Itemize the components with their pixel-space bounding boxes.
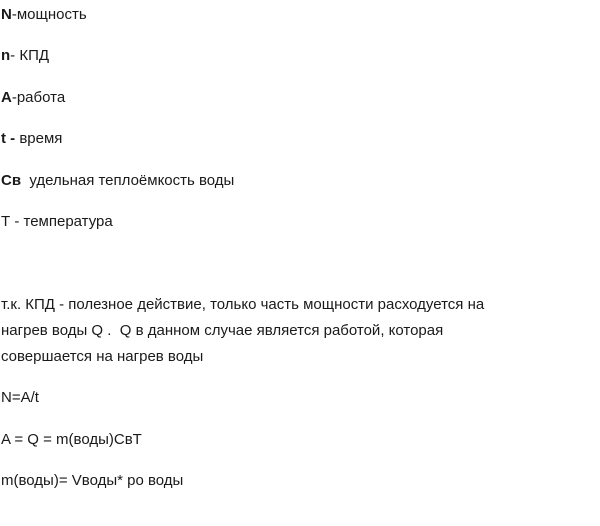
definition-term: t - [1, 130, 16, 147]
definition-desc: - КПД [10, 47, 50, 64]
formula-work: A = Q = m(воды)CвT [1, 431, 142, 448]
definition-term: A [1, 89, 12, 106]
definition-term: N [1, 6, 12, 23]
definition-desc: удельная теплоёмкость воды [21, 172, 235, 189]
definition-time [1, 129, 62, 149]
definition-temperature: Т - температура [1, 213, 113, 230]
explanation-line: совершается на нагрев воды [1, 348, 204, 365]
definition-heat-capacity [1, 171, 234, 191]
explanation-line: т.к. КПД - полезное действие, только часть мощности расходуется на [1, 296, 485, 313]
definition-term: Cв [1, 172, 22, 189]
explanation-paragraph [1, 292, 561, 370]
definition-term: n [1, 47, 11, 64]
definition-desc: время [15, 130, 63, 147]
formula-mass: m(воды)= Vводы* ро воды [1, 472, 184, 489]
definition-power [1, 5, 87, 25]
explanation-line: нагрев воды Q . Q в данном случае является работой, которая [1, 322, 444, 339]
definition-desc: -работа [11, 89, 66, 106]
formula-power: N=A/t [1, 389, 39, 406]
definition-desc: -мощность [11, 6, 87, 23]
definition-efficiency [1, 46, 49, 66]
definition-work [1, 88, 65, 108]
